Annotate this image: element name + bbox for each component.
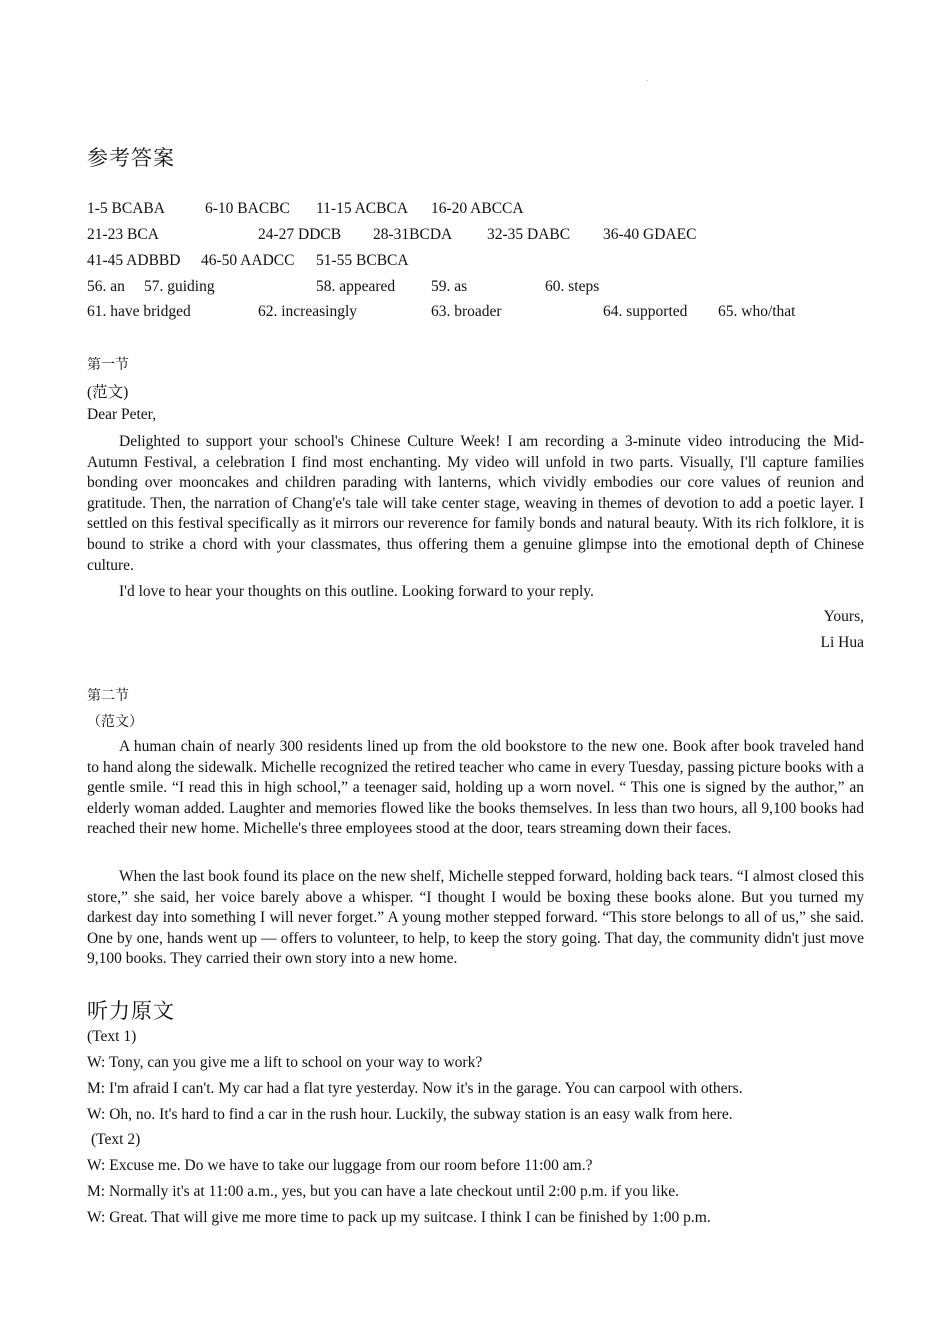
transcript-line: M: Normally it's at 11:00 a.m., yes, but you can have a late checkout until 2:00 p.m. if you like. (87, 1183, 679, 1200)
answer-row (87, 226, 864, 248)
transcript-line: M: I'm afraid I can't. My car had a flat tyre yesterday. Now it's in the garage. You can carpool with others. (87, 1080, 743, 1097)
answer-item: 28-31BCDA (373, 226, 453, 243)
letter-greeting: Dear Peter, (87, 406, 157, 423)
answer-item: 21-23 BCA (87, 226, 159, 243)
transcript-line: (Text 2) (91, 1131, 141, 1148)
answer-item: 46-50 AADCC (201, 252, 295, 269)
page-mark: . (646, 74, 648, 83)
transcript-line: W: Oh, no. It's hard to find a car in the rush hour. Luckily, the subway station is an easy walk from here. (87, 1106, 733, 1123)
answer-item: 56. an (87, 278, 125, 295)
answer-item: 1-5 BCABA (87, 200, 165, 217)
answer-item: 36-40 GDAEC (603, 226, 697, 243)
story-paragraph: When the last book found its place on the new shelf, Michelle stepped forward, holding back tears. “I almost closed this store,” she said, her voice barely above a whisper. “I thought I would be boxing these books alone. But you turned my darkest day into something I will never forget.” A young mother stepped forward. “This store belongs to all of us,” she said. One by one, hands went up — offers to volunteer, to help, to keep the story going. That day, the community didn't just move 9,100 books. They carried their own story into a new home. (87, 868, 864, 968)
section-sublabel: (范文) (87, 384, 129, 401)
section-sublabel: （范文） (87, 714, 143, 730)
letter-closing: Yours, (823, 608, 864, 625)
answer-item: 63. broader (431, 303, 502, 320)
answer-row (87, 200, 864, 222)
answer-item: 64. supported (603, 303, 688, 320)
answer-item: 41-45 ADBBD (87, 252, 181, 269)
answers-title: 参考答案 (87, 146, 175, 170)
transcript-line: (Text 1) (87, 1028, 137, 1045)
answer-item: 24-27 DDCB (258, 226, 342, 243)
answer-item: 51-55 BCBCA (316, 252, 409, 269)
answer-item: 58. appeared (316, 278, 396, 295)
transcript-line: W: Great. That will give me more time to pack up my suitcase. I think I can be finished by 1:00 p.m. (87, 1209, 711, 1226)
answer-item: 62. increasingly (258, 303, 358, 320)
answer-row (87, 278, 864, 300)
listening-title: 听力原文 (87, 999, 175, 1023)
letter-signature: Li Hua (820, 634, 864, 651)
story-paragraph: A human chain of nearly 300 residents lined up from the old bookstore to the new one. Book after book traveled hand to hand along the sidewalk. Michelle recognized the retired teacher who came in every Tuesday, passing picture books with a gentle smile. “I read this in high school,” a teenager said, holding up a worn novel. “ This one is signed by the author,” an elderly woman added. Laughter and memories flowed like the books themselves. In less than two hours, all 9,100 books had reached their new home. Michelle's three employees stood at the door, tears streaming down their faces. (87, 738, 864, 838)
answer-item: 16-20 ABCCA (431, 200, 524, 217)
answer-item: 6-10 BACBC (205, 200, 290, 217)
section-label: 第二节 (87, 688, 129, 704)
answer-row (87, 252, 864, 274)
transcript-line: W: Tony, can you give me a lift to school on your way to work? (87, 1054, 483, 1071)
transcript-line: W: Excuse me. Do we have to take our luggage from our room before 11:00 am.? (87, 1157, 593, 1174)
section-label: 第一节 (87, 357, 129, 373)
answer-item: 61. have bridged (87, 303, 191, 320)
answer-item: 57. guiding (144, 278, 215, 295)
letter-closing-paragraph: I'd love to hear your thoughts on this outline. Looking forward to your reply. (119, 583, 594, 600)
answer-item: 59. as (431, 278, 468, 295)
letter-body-paragraph: Delighted to support your school's Chinese Culture Week! I am recording a 3-minute video introducing the Mid-Autumn Festival, a celebration I find most enchanting. My video will unfold in two parts. Visually, I'll capture families bonding over mooncakes and children parading with lanterns, which vividly embodies our core values of reunion and gratitude. Then, the narration of Chang'e's tale will take center stage, weaving in themes of devotion to add a poetic layer. I settled on this festival specifically as it mirrors our reverence for family bonds and natural beauty. With its rich folklore, it is bound to strike a chord with your classmates, thus offering them a genuine glimpse into the emotional depth of Chinese culture. (87, 433, 864, 574)
answer-item: 60. steps (545, 278, 600, 295)
answer-item: 65. who/that (718, 303, 796, 320)
answer-item: 32-35 DABC (487, 226, 571, 243)
answer-item: 11-15 ACBCA (316, 200, 409, 217)
answer-row (87, 303, 864, 325)
